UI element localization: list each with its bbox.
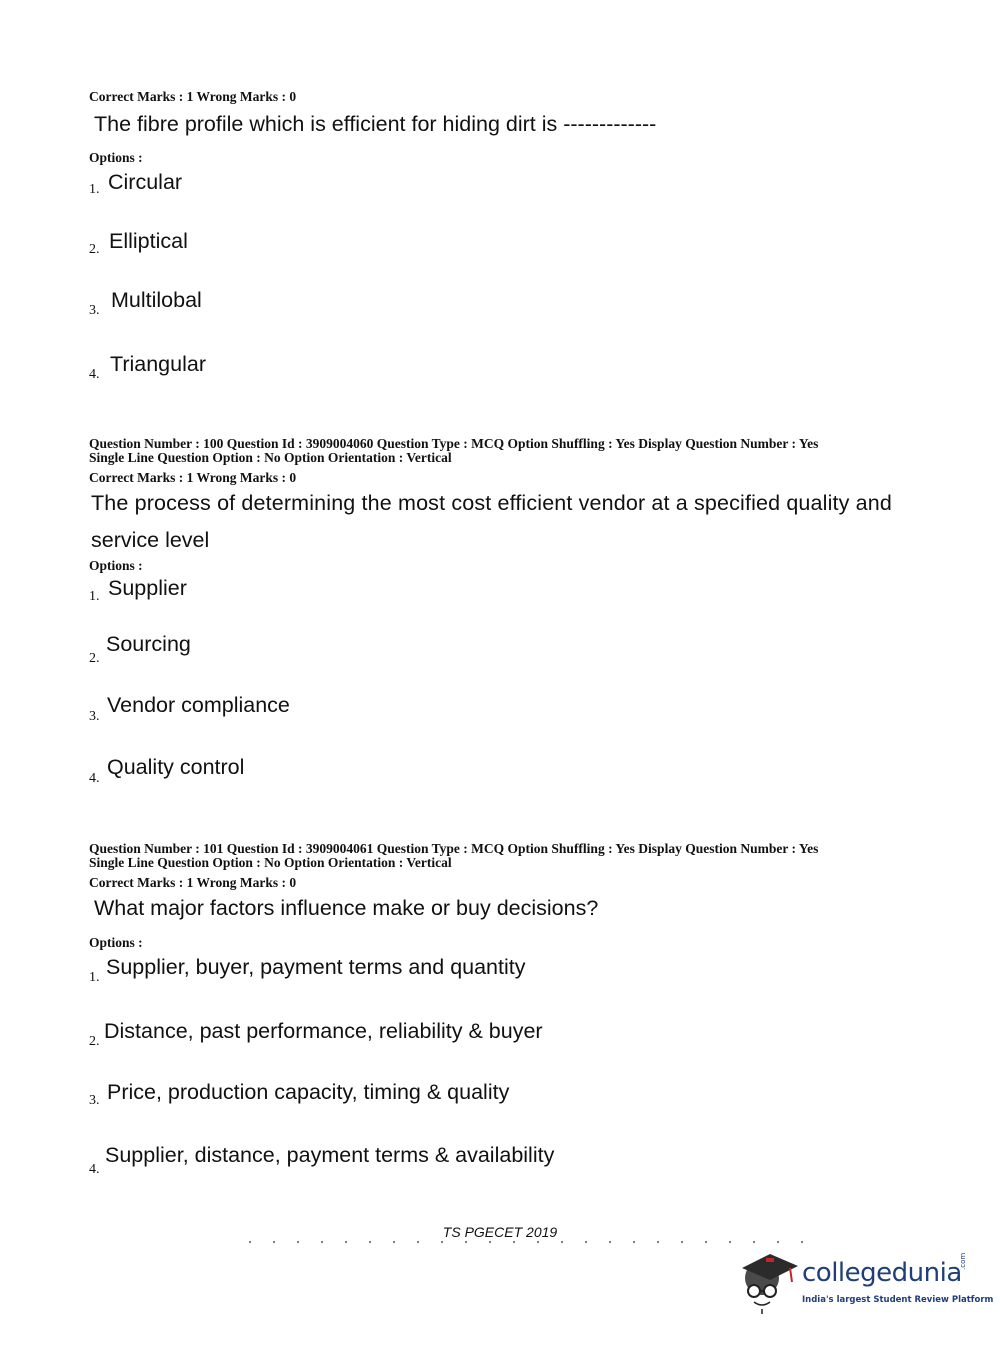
logo-domain-suffix: .com [959, 1252, 967, 1270]
q101-options-label: Options : [89, 935, 143, 950]
collegedunia-logo[interactable] [740, 1246, 994, 1316]
q99-options-label: Options : [89, 150, 143, 165]
q99-option-1-number: 1. [89, 182, 100, 197]
q100-question-text-line2: service level [91, 528, 210, 552]
q99-option-2-number: 2. [89, 242, 100, 257]
q101-marks: Correct Marks : 1 Wrong Marks : 0 [89, 875, 297, 890]
q99-option-3-number: 3. [89, 303, 100, 318]
q101-option-1[interactable]: Supplier, buyer, payment terms and quantity [106, 955, 526, 979]
q101-option-4-number: 4. [89, 1162, 100, 1177]
q100-question-text-line1: The process of determining the most cost efficient vendor at a specified quality and [91, 491, 892, 515]
q100-header-options: Single Line Question Option : No Option Orientation : Vertical [89, 450, 452, 465]
q99-option-2[interactable]: Elliptical [109, 229, 188, 253]
q100-option-1-number: 1. [89, 589, 100, 604]
graduation-cap-mascot-icon [740, 1246, 800, 1316]
q101-option-4[interactable]: Supplier, distance, payment terms & availability [105, 1143, 555, 1167]
q100-options-label: Options : [89, 558, 143, 573]
q100-marks: Correct Marks : 1 Wrong Marks : 0 [89, 470, 297, 485]
q100-option-2[interactable]: Sourcing [106, 632, 191, 656]
q100-option-3-number: 3. [89, 709, 100, 724]
q100-option-2-number: 2. [89, 651, 100, 666]
q99-option-4[interactable]: Triangular [110, 352, 206, 376]
q101-option-1-number: 1. [89, 970, 100, 985]
q99-option-3[interactable]: Multilobal [111, 288, 202, 312]
q101-option-3[interactable]: Price, production capacity, timing & quality [107, 1080, 510, 1104]
q100-option-3[interactable]: Vendor compliance [107, 693, 290, 717]
q100-option-1[interactable]: Supplier [108, 576, 187, 600]
q101-option-2-number: 2. [89, 1034, 100, 1049]
q99-option-4-number: 4. [89, 367, 100, 382]
q101-option-2[interactable]: Distance, past performance, reliability & buyer [104, 1019, 543, 1043]
q100-option-4[interactable]: Quality control [107, 755, 245, 779]
logo-wordmark: collegedunia [802, 1258, 962, 1288]
q101-question-text: What major factors influence make or buy decisions? [94, 896, 599, 920]
q99-option-1[interactable]: Circular [108, 170, 183, 194]
q101-header-options: Single Line Question Option : No Option Orientation : Vertical [89, 855, 452, 870]
q100-header: Question Number : 100 Question Id : 3909004060 Question Type : MCQ Option Shuffling : Yes Display Question Number : Yes [89, 436, 819, 451]
q101-option-3-number: 3. [89, 1093, 100, 1108]
q99-marks: Correct Marks : 1 Wrong Marks : 0 [89, 89, 297, 104]
page-footer: TS PGECET 2019 [442, 1224, 558, 1240]
logo-tagline: India's largest Student Review Platform [802, 1295, 994, 1305]
footer-divider [238, 1240, 818, 1244]
q99-question-text: The fibre profile which is efficient for hiding dirt is ------------- [94, 112, 657, 136]
q101-header: Question Number : 101 Question Id : 3909004061 Question Type : MCQ Option Shuffling : Yes Display Question Number : Yes [89, 841, 819, 856]
q100-option-4-number: 4. [89, 771, 100, 786]
